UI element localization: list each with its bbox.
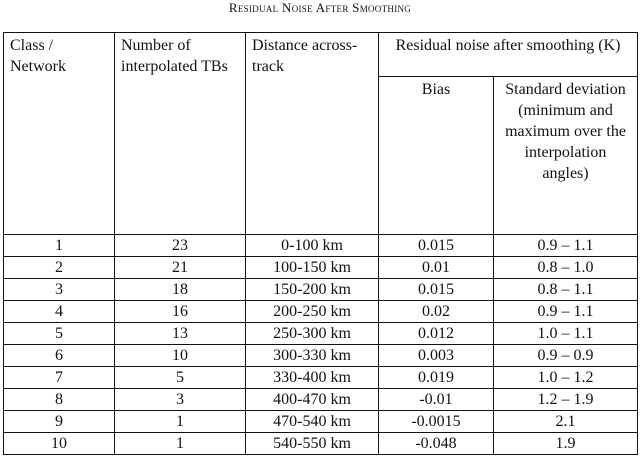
table-header <box>4 33 638 235</box>
cell-bias: 0.02 <box>379 301 494 323</box>
header-distance: Distance across-track <box>246 33 379 235</box>
header-residual-noise: Residual noise after smoothing (K) <box>379 33 638 77</box>
cell-distance: 470-540 km <box>246 411 379 433</box>
cell-bias: -0.048 <box>379 433 494 455</box>
cell-bias: 0.01 <box>379 257 494 279</box>
cell-std: 1.9 <box>494 433 638 455</box>
cell-distance: 400-470 km <box>246 389 379 411</box>
table-row <box>4 389 638 411</box>
cell-bias: -0.0015 <box>379 411 494 433</box>
cell-distance: 0-100 km <box>246 235 379 257</box>
cell-class: 2 <box>4 257 115 279</box>
cell-tbs: 23 <box>115 235 246 257</box>
cell-bias: 0.012 <box>379 323 494 345</box>
table-row <box>4 411 638 433</box>
table-row <box>4 345 638 367</box>
cell-std: 2.1 <box>494 411 638 433</box>
cell-class: 6 <box>4 345 115 367</box>
table-row <box>4 433 638 455</box>
table-row <box>4 257 638 279</box>
table-row <box>4 367 638 389</box>
table-body <box>4 235 638 455</box>
cell-bias: 0.019 <box>379 367 494 389</box>
cell-tbs: 16 <box>115 301 246 323</box>
table-caption: Residual Noise After Smoothing <box>228 0 412 15</box>
cell-tbs: 13 <box>115 323 246 345</box>
cell-tbs: 21 <box>115 257 246 279</box>
cell-tbs: 3 <box>115 389 246 411</box>
cell-std: 1.0 – 1.2 <box>494 367 638 389</box>
cell-std: 0.8 – 1.1 <box>494 279 638 301</box>
header-num-interpolated: Number of interpolated TBs <box>115 33 246 235</box>
cell-std: 0.9 – 1.1 <box>494 235 638 257</box>
cell-class: 1 <box>4 235 115 257</box>
table-row <box>4 301 638 323</box>
table-row <box>4 323 638 345</box>
cell-bias: 0.015 <box>379 279 494 301</box>
cell-class: 8 <box>4 389 115 411</box>
header-class-network: Class / Network <box>4 33 115 235</box>
cell-tbs: 18 <box>115 279 246 301</box>
cell-bias: 0.015 <box>379 235 494 257</box>
cell-distance: 200-250 km <box>246 301 379 323</box>
cell-std: 0.8 – 1.0 <box>494 257 638 279</box>
header-bias: Bias <box>379 77 494 235</box>
cell-distance: 150-200 km <box>246 279 379 301</box>
cell-tbs: 10 <box>115 345 246 367</box>
cell-std: 1.0 – 1.1 <box>494 323 638 345</box>
cell-distance: 250-300 km <box>246 323 379 345</box>
cell-class: 7 <box>4 367 115 389</box>
cell-std: 0.9 – 0.9 <box>494 345 638 367</box>
cell-distance: 330-400 km <box>246 367 379 389</box>
cell-distance: 100-150 km <box>246 257 379 279</box>
cell-class: 10 <box>4 433 115 455</box>
cell-class: 9 <box>4 411 115 433</box>
cell-tbs: 1 <box>115 411 246 433</box>
residual-noise-table <box>3 32 638 455</box>
cell-std: 1.2 – 1.9 <box>494 389 638 411</box>
cell-tbs: 5 <box>115 367 246 389</box>
header-std-dev: Standard deviation (minimum and maximum over the interpolation angles) <box>494 77 638 235</box>
cell-bias: 0.003 <box>379 345 494 367</box>
cell-distance: 300-330 km <box>246 345 379 367</box>
table-row <box>4 279 638 301</box>
table-row <box>4 235 638 257</box>
cell-class: 3 <box>4 279 115 301</box>
cell-bias: -0.01 <box>379 389 494 411</box>
cell-class: 5 <box>4 323 115 345</box>
cell-class: 4 <box>4 301 115 323</box>
cell-tbs: 1 <box>115 433 246 455</box>
cell-distance: 540-550 km <box>246 433 379 455</box>
cell-std: 0.9 – 1.1 <box>494 301 638 323</box>
